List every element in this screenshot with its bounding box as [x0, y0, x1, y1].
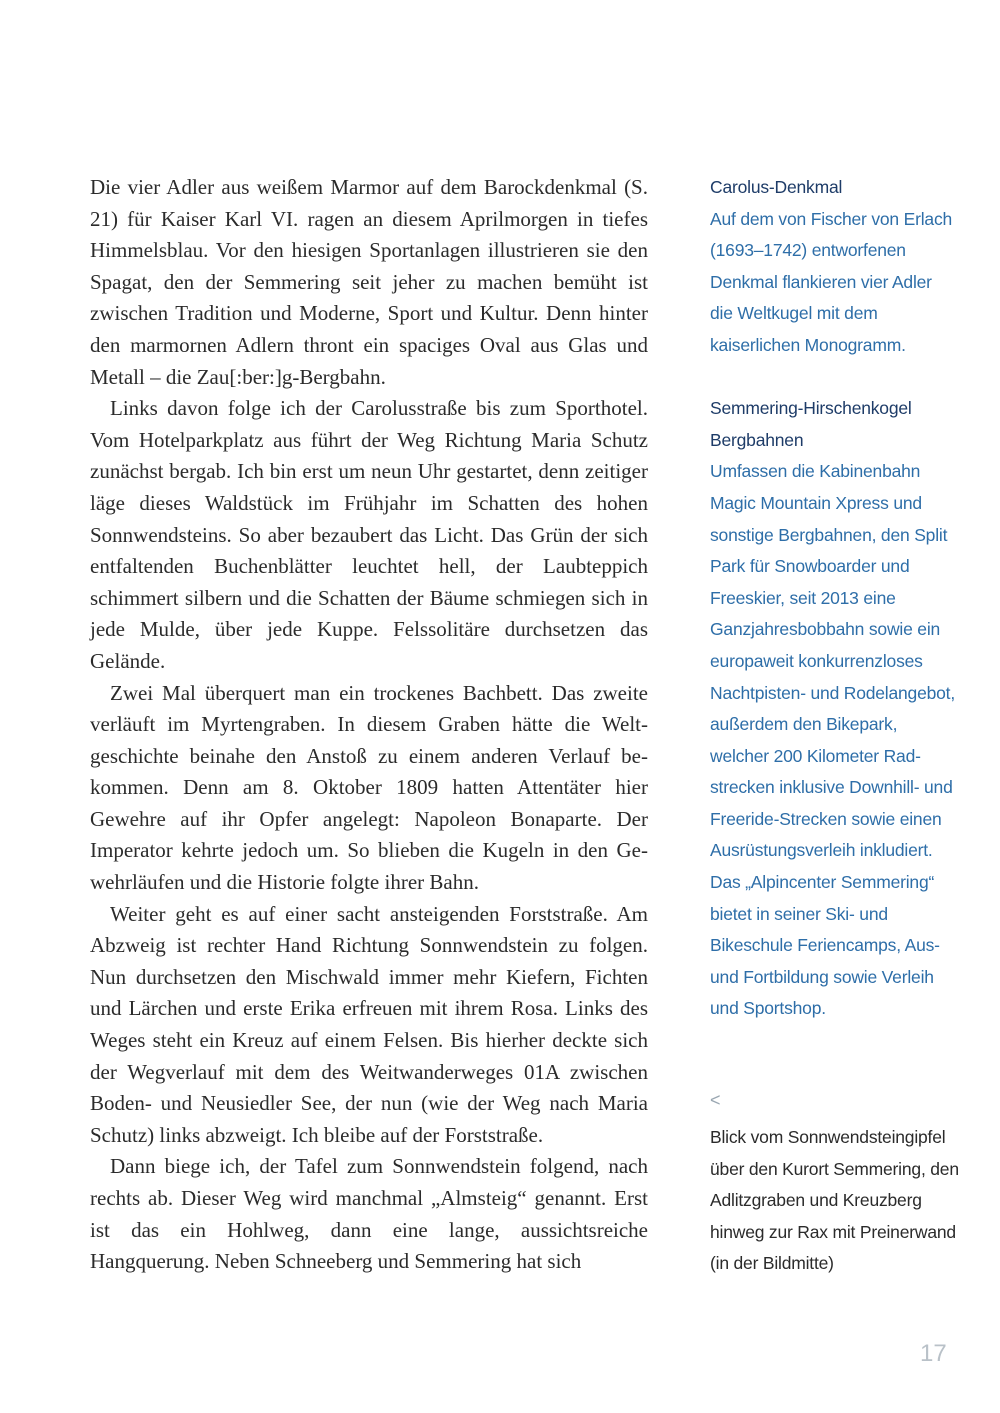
note-spacer	[710, 362, 956, 394]
sidebar-notes	[710, 172, 956, 1025]
paragraph: Weiter geht es auf einer sacht ansteigenden Forststraße. Am Abzweig ist rechter Hand Richtung Sonnwendstein zu folgen. Nun durchsetzen den Mischwald immer mehr Kiefern, Fichten und Lärchen und erste Erika erfreuen mit ihrem Rosa. Links des Weges steht ein Kreuz auf einem Felsen. Bis hierher deckte sich der Wegverlauf mit dem des Weitwanderweges 01A zwischen Boden- und Neusiedler See, der nun (wie der Weg nach Maria Schutz) links abzweigt. Ich bleibe auf der Forststraße.	[90, 901, 648, 1147]
image-caption: Blick vom Sonnwendsteingipfel über den Kurort Semmering, den Adlitzgraben und Kreuzberg hinweg zur Rax mit Preinerwand (in der Bildmitte)	[710, 1127, 959, 1274]
paragraph: Dann biege ich, der Tafel zum Sonnwendstein folgend, nach rechts ab. Dieser Weg wird manchmal „Almsteig“ genannt. Erst ist das ein Hohlweg, dann eine lange, aussichtsreiche Hangquerung. Neben Schneeberg und Semmering hat sich	[90, 1154, 648, 1274]
paragraph: Zwei Mal überquert man ein trockenes Bachbett. Das zweite verläuft im Myrtengraben. In diesem Graben hätte die Weltgeschichte beinahe den Anstoß zu einem anderen Verlauf bekommen. Denn am 8. Oktober 1809 hatten Attentäter hier Gewehre auf ihr Opfer angelegt: Napoleon Bonaparte. Der Imperator kehrte jedoch um. So blieben die Kugeln in den Gewehrläufen und die Historie folgte ihrer Bahn.	[90, 680, 648, 895]
sidebar-note-title: Carolus-Denkmal	[710, 177, 843, 197]
paragraph: Die vier Adler aus weißem Marmor auf dem Barockdenkmal (S. 21) für Kaiser Karl VI. ragen an diesem Aprilmorgen in tiefes Himmelsblau. Vor den hiesigen Sportanlagen illustrieren sie den Spagat, den der Semmering seit jeher zu machen bemüht ist zwischen Tradition und Moderne, Sport und Kultur. Denn hinter den marmornen Adlern thront ein spaciges Oval aus Glas und Metall – die Zau[:ber:]g-Bergbahn.	[90, 175, 648, 389]
sidebar-note-body: Auf dem von Fischer von Erlach (1693–1742) entworfenen Denkmal flankieren vier Adler die Weltkugel mit dem kaiserlichen Monogramm.	[710, 208, 953, 355]
caption-arrow-icon: <	[710, 1090, 721, 1110]
sidebar-note-body: Umfassen die Kabinenbahn Magic Mountain Xpress und sonstige Bergbahnen, den Split Park für Snowboarder und Freeskier, seit 2013 eine Ganzjahresbobbahn sowie ein europaweit konkurrenzloses Nachtpisten- und Rodelangebot, außerdem den Bikepark, welcher 200 Kilometer Radstrecken inklusive Downhill- und Freeride-Strecken sowie einen Ausrüstungsverleih inkludiert. Das „Alpincenter Semmering“ bietet in seiner Ski- und Bikeschule Feriencamps, Aus- und Fortbildung sowie Verleih und Sportshop.	[710, 461, 956, 1019]
paragraph: Links davon folge ich der Carolusstraße bis zum Sporthotel. Vom Hotelparkplatz aus führt der Weg Richtung Maria Schutz zunächst bergab. Ich bin erst um neun Uhr gestartet, denn zeitiger läge dieses Waldstück im Frühjahr im Schatten des hohen Sonnwendsteins. So aber bezaubert das Licht. Das Grün der sich entfaltenden Buchenblätter leuchtet hell, der Laubteppich schimmert silbern und die Schatten der Bäume schmiegen sich in jede Mulde, über jede Kuppe. Felssolitäre durchsetzen das Gelände.	[90, 396, 648, 673]
page-number: 17	[920, 1340, 947, 1367]
sidebar-note	[710, 393, 956, 1025]
sidebar-note	[710, 172, 956, 362]
sidebar-note-title: Semmering-Hirschenkogel Bergbahnen	[710, 398, 912, 450]
main-text-column	[90, 172, 648, 1278]
